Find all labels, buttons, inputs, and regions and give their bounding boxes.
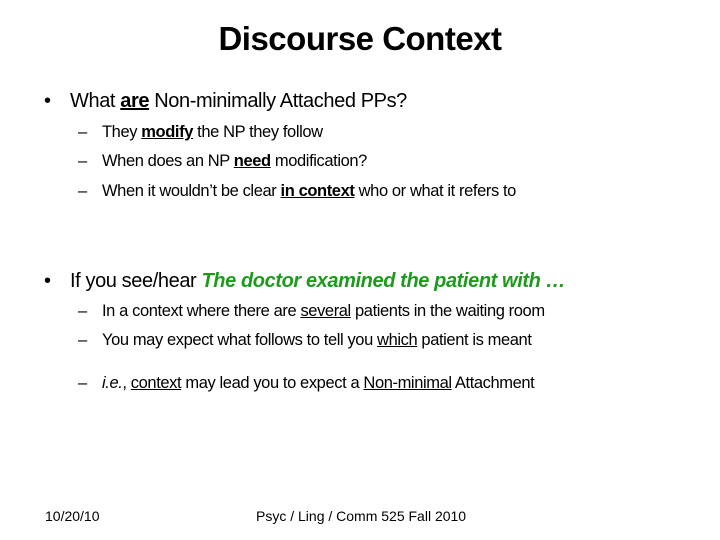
bullet-marker: • [44,270,51,292]
emphasis: Non-minimal [363,374,452,392]
text: Attachment [451,374,535,392]
sub-item [78,182,516,201]
footer-course: Psyc / Ling / Comm 525 Fall 2010 [256,508,467,524]
sub-item [78,152,367,171]
text: When does an NP [102,152,234,170]
bullet-item [44,90,407,113]
text: modification? [270,152,367,170]
dash-marker: – [78,182,87,200]
dash-marker: – [78,123,87,141]
text: When it wouldn’t be clear [102,182,281,200]
slide-title: Discourse Context [218,20,502,57]
text: the NP they follow [192,123,323,141]
sub-item [78,123,323,142]
emphasis: context [130,374,182,392]
emphasis: modify [141,123,193,141]
sub-item [78,302,545,321]
dash-marker: – [78,302,87,320]
emphasis: in context [280,182,355,200]
text: In a context where there are [102,302,301,320]
emphasis: which [377,331,418,349]
footer-date: 10/20/10 [45,508,100,524]
text: may lead you to expect a [181,374,364,392]
emphasis: several [300,302,351,320]
text: You may expect what follows to tell you [102,331,378,349]
bullet-item [44,270,565,293]
text: patients in the waiting room [350,302,545,320]
sub-item [78,331,532,350]
text: , [122,374,131,392]
dash-marker: – [78,152,87,170]
text: who or what it refers to [354,182,516,200]
sub-item [78,374,534,393]
text: patient is meant [417,331,532,349]
emphasis: are [120,90,150,112]
text: Non-minimally Attached PPs? [149,90,407,112]
text: They [102,123,142,141]
text: What [70,90,121,112]
text: i.e. [102,374,123,392]
text: If you see/hear [70,270,202,292]
emphasis: need [233,152,271,170]
example-sentence: The doctor examined the patient with … [201,270,566,292]
dash-marker: – [78,374,87,392]
dash-marker: – [78,331,87,349]
bullet-marker: • [44,90,51,112]
